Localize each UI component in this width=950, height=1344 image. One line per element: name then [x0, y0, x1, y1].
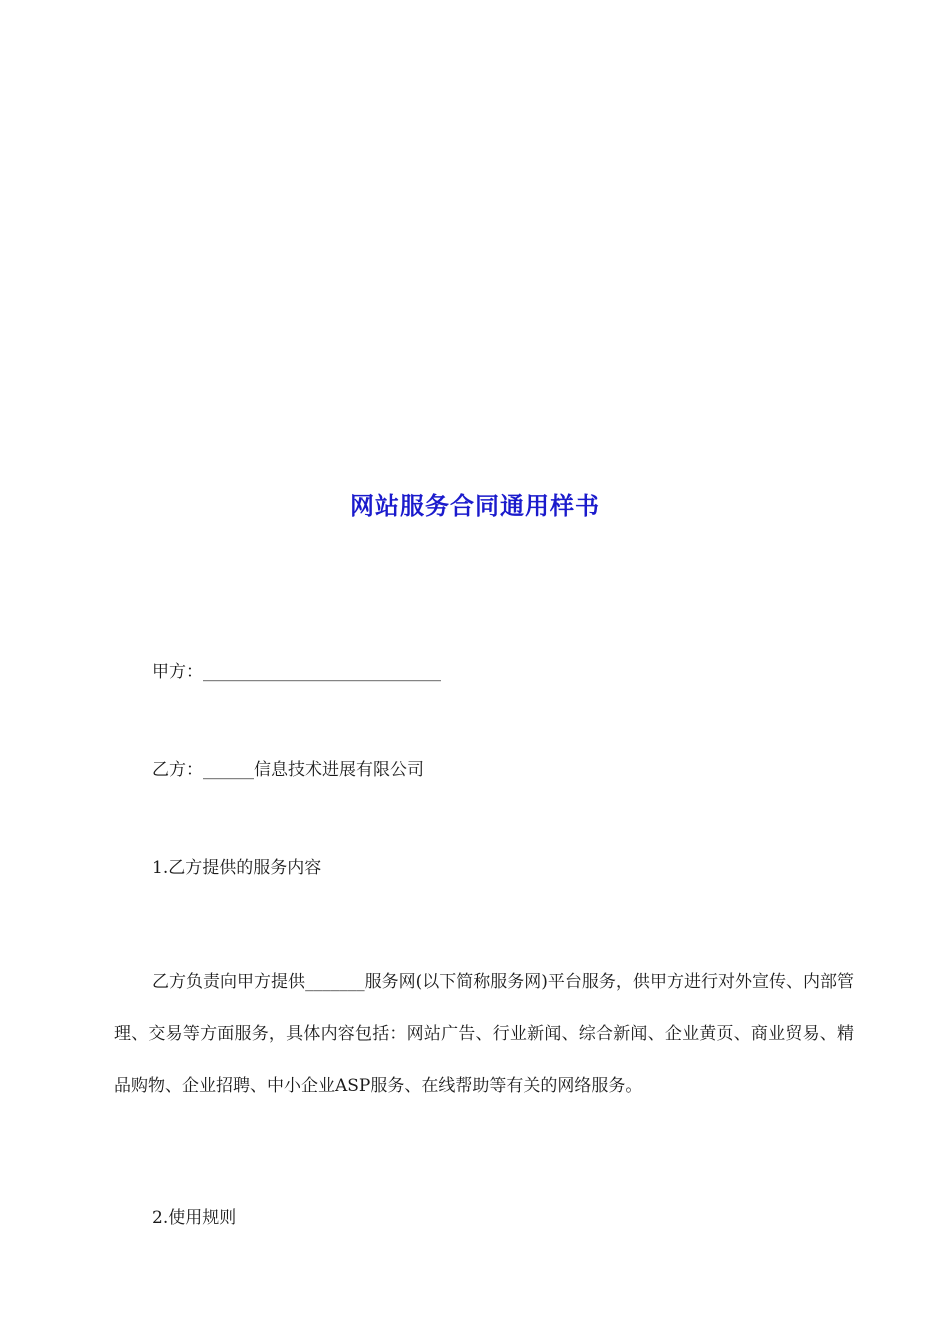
party-b-line [152, 758, 424, 782]
section1-blank: _______ [305, 972, 365, 992]
section1-text-part2: 服务网(以下简称服务网)平台服务，供甲方进行对外宣传、内部管理、交易等方面服务，具体内容包括：网站广告、行业新闻、综合新闻、企业黄页、商业贸易、精品购物、企业招聘、中小企业ASP服务、在线帮助等有关的网络服务。 [114, 972, 855, 1096]
party-a-blank: ____________________________ [203, 662, 441, 682]
section2-heading: 2.使用规则 [152, 1208, 237, 1228]
party-b-name: 信息技术进展有限公司 [254, 760, 424, 780]
section1-heading: 1.乙方提供的服务内容 [152, 858, 322, 878]
section1-text-part1: 乙方负责向甲方提供 [152, 972, 306, 992]
party-a-label: 甲方： [152, 662, 203, 682]
party-a-line [152, 660, 441, 684]
document-title: 网站服务合同通用样书 [350, 492, 600, 520]
party-b-blank: ______ [203, 760, 254, 780]
section1-paragraph [114, 956, 854, 1112]
party-b-label: 乙方： [152, 760, 203, 780]
